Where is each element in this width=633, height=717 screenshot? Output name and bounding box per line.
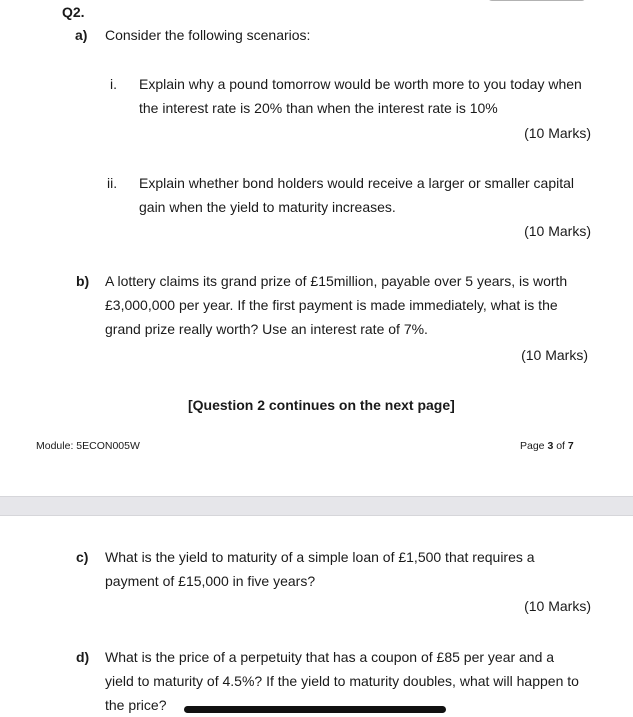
page-of: of <box>553 440 568 452</box>
part-c-marks: (10 Marks) <box>524 598 591 614</box>
part-a-i-line-1: Explain why a pound tomorrow would be worth more to you today when <box>139 76 582 92</box>
part-a-ii-line-1: Explain whether bond holders would receive a larger or smaller capital <box>139 175 575 191</box>
part-d-line-2: yield to maturity of 4.5%? If the yield to maturity doubles, what will happen to <box>105 673 579 689</box>
continues-notice: [Question 2 continues on the next page] <box>188 397 455 413</box>
part-a-label: a) <box>75 27 88 43</box>
cropped-header-fragment <box>482 0 592 2</box>
part-a-ii-line-2: gain when the yield to maturity increases. <box>139 199 396 215</box>
part-b-line-3: grand prize really worth? Use an interest rate of 7%. <box>105 321 428 337</box>
scroll-indicator[interactable] <box>184 706 446 713</box>
part-a-i-line-2: the interest rate is 20% than when the interest rate is 10% <box>139 100 498 116</box>
part-d-line-3: the price? <box>105 697 167 713</box>
page-separator <box>0 496 633 516</box>
part-a-intro: Consider the following scenarios: <box>105 27 311 43</box>
footer-page-number <box>520 440 574 452</box>
part-a-ii-marks: (10 Marks) <box>524 223 591 239</box>
part-b-line-1: A lottery claims its grand prize of £15million, payable over 5 years, is worth <box>105 273 568 289</box>
page-prefix: Page <box>520 440 548 452</box>
footer-module: Module: 5ECON005W <box>36 440 140 452</box>
part-b-line-2: £3,000,000 per year. If the first payment is made immediately, what is the <box>105 297 558 313</box>
question-heading: Q2. <box>62 4 85 20</box>
part-c-line-2: payment of £15,000 in five years? <box>105 573 316 589</box>
part-a-i-marks: (10 Marks) <box>524 125 591 141</box>
part-c-line-1: What is the yield to maturity of a simple loan of £1,500 that requires a <box>105 549 535 565</box>
part-b-marks: (10 Marks) <box>521 347 588 363</box>
part-b-label: b) <box>76 273 90 289</box>
part-c-label: c) <box>76 549 89 565</box>
part-d-label: d) <box>76 649 90 665</box>
part-a-ii-numeral: ii. <box>107 175 118 191</box>
part-a-i-numeral: i. <box>110 76 117 92</box>
page-current: 3 <box>547 440 554 452</box>
part-d-line-1: What is the price of a perpetuity that has a coupon of £85 per year and a <box>105 649 555 665</box>
page-total: 7 <box>567 440 574 452</box>
